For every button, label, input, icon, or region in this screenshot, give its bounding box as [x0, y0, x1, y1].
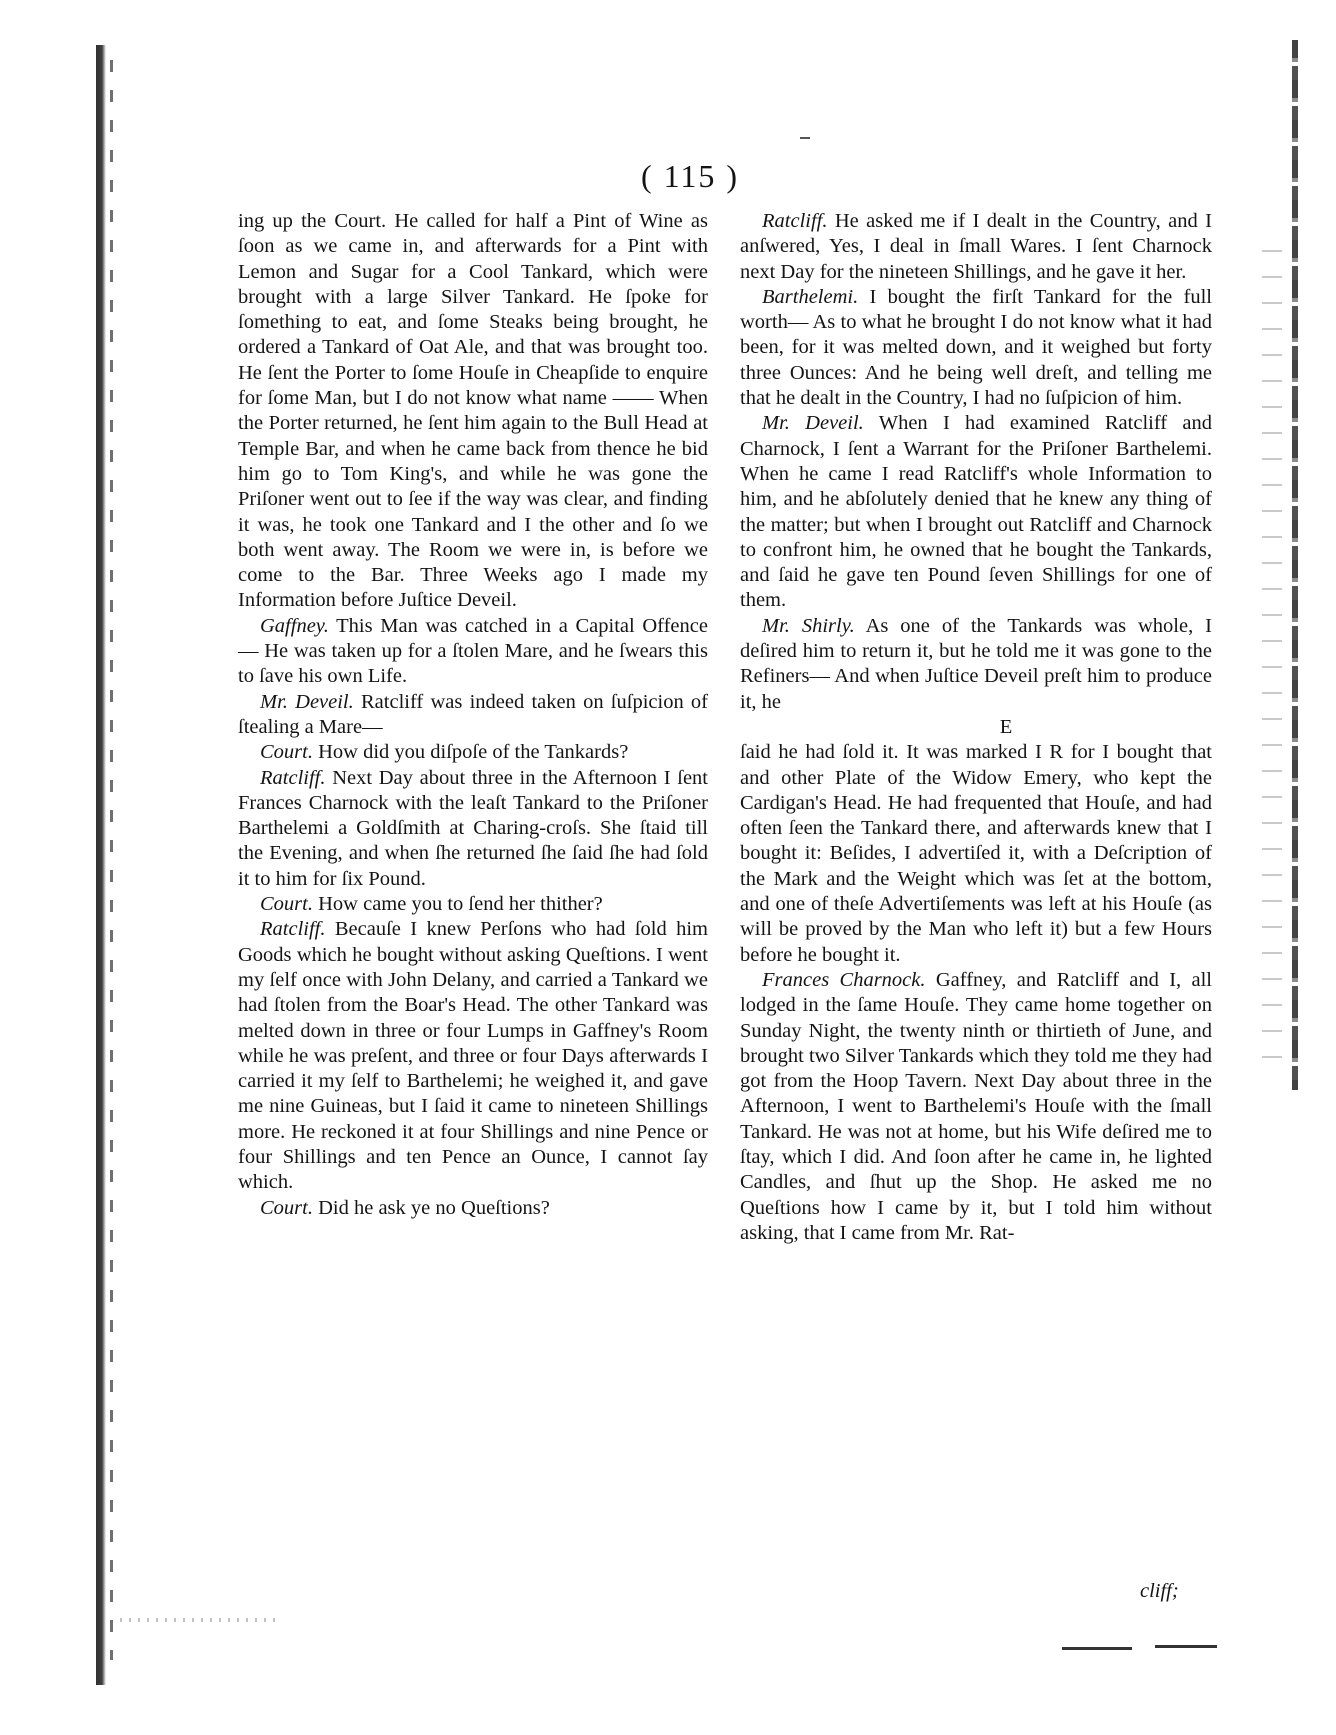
speaker-name: Mr. Deveil. [762, 412, 864, 435]
right-column [740, 209, 1212, 1246]
speaker-name: Mr. Deveil. [260, 690, 354, 713]
speaker-name: Mr. Shirly. [762, 614, 855, 637]
speaker-name: Court. [260, 741, 313, 764]
paragraph: Ratcliff. Becauſe I knew Perſons who had ſold him Goods which he bought without asking Queſtions. I went my ſelf once with John Delany, and carried a Tankard we had ſtolen from the Boar's Head. The other Tankard was melted down in three or four Lumps in Gaffney's Room while he was preſent, and three or four Days afterwards I carried it my ſelf to Barthelemi; he weighed it, and gave me nine Guineas, but I ſaid it came to nineteen Shillings more. He reckoned it at four Shillings and nine Pence or four Shillings and ten Pence an Ounce, I cannot ſay which. [238, 918, 708, 1194]
page-number: ( 115 ) [640, 158, 740, 194]
speaker-name: Ratcliff. [762, 210, 828, 232]
scan-bottom-dash [1062, 1647, 1132, 1650]
signature-mark: E [999, 715, 1013, 738]
paragraph: Court. How came you to ſend her thither? [260, 893, 603, 916]
scan-bottom-dash [1155, 1645, 1217, 1648]
scan-top-mark [800, 137, 810, 139]
paragraph: Gaffney. This Man was catched in a Capital Offence— He was taken up for a ſtolen Mare, and he ſwears this to ſave his own Life. [238, 614, 708, 688]
scan-bottom-dots [120, 1618, 280, 1622]
speaker-name: Gaffney. [260, 614, 329, 637]
speaker-name: Ratcliff. [260, 918, 326, 941]
paragraph: Frances Charnock. Gaffney, and Ratcliff and I, all lodged in the ſame Houſe. They came home together on Sunday Night, the twenty ninth or thirtieth of June, and brought two Silver Tankards which they told me they had got from the Hoop Tavern. Next Day about three in the Afternoon, I went to Barthelemi's Houſe with the ſmall Tankard. He was not at home, but his Wife deſired me to ſtay, which I did. And ſoon after he came in, he lighted Candles, and ſhut up the Shop. He asked me no Queſtions how I came by it, but I told him without asking, that I came from Mr. Rat- [740, 968, 1212, 1244]
speaker-name: Ratcliff. [260, 766, 326, 789]
speaker-name: Court. [260, 1196, 313, 1219]
paragraph: ing up the Court. He called for half a Pint of Wine as ſoon as we came in, and afterwards for a Pint with Lemon and Sugar for a Cool Tankard, which were brought with a large Silver Tankard. He ſpoke for ſomething to eat, and ſome Steaks being brought, he ordered a Tankard of Oat Ale, and that was brought too. He ſent the Porter to ſome Houſe in Cheapſide to enquire for ſome Man, but I do not know what name —— When the Porter returned, he ſent him again to the Bull Head at Temple Bar, and when he came back from thence he bid him go to Tom King's, and while he was gone the Priſoner went out to ſee if the way was clear, and finding it was, he took one Tankard and I the other and ſo we both went away. The Room we were in, is before we come to the Bar. Three Weeks ago I made my Information before Juſtice Deveil. [238, 210, 708, 612]
scan-edge-left-marks [110, 60, 113, 1660]
speaker-name: Barthelemi. [762, 285, 859, 308]
scan-edge-left [96, 45, 106, 1685]
paragraph: ſaid he had ſold it. It was marked I R for I bought that and other Plate of the Widow Emery, who kept the Cardigan's Head. He had frequented that Houſe, and had often ſeen the Tankard there, and afterwards knew that I bought it: Beſides, I advertiſed it, with a Deſcription of the Mark and the Weight which was ſet at the bottom, and one of theſe Advertiſements was left at his Houſe (as will be proved by the Man who left it) but a few Hours before he bought it. [740, 741, 1212, 966]
paragraph: Court. Did he ask ye no Queſtions? [260, 1196, 550, 1219]
scan-edge-right [1292, 40, 1298, 1090]
paragraph: Mr. Shirly. As one of the Tankards was whole, I deſired him to return it, but he told me it was gone to the Refiners— And when Juſtice Deveil preſt him to produce it, he [740, 614, 1212, 713]
speaker-name: Court. [260, 893, 313, 916]
paragraph: Ratcliff. Next Day about three in the Afternoon I ſent Frances Charnock with the leaſt Tankard to the Priſoner Barthelemi a Goldſmith at Charing-croſs. She ſtaid till the Evening, and when ſhe returned ſhe ſaid ſhe had ſold it to him for ſix Pound. [238, 766, 708, 890]
left-column [238, 209, 708, 1221]
catchword: cliff; [1140, 1580, 1179, 1602]
paragraph: Mr. Deveil. Ratcliff was indeed taken on ſuſpicion of ſtealing a Mare— [238, 690, 708, 738]
paragraph: Court. How did you diſpoſe of the Tankards? [260, 741, 629, 764]
paragraph: Mr. Deveil. When I had examined Ratcliff and Charnock, I ſent a Warrant for the Priſoner Barthelemi. When he came I read Ratcliff's whole Information to him, and he abſolutely denied that he knew any thing of the matter; but when I brought out Ratcliff and Charnock to confront him, he owned that he bought the Tankards, and ſaid he gave ten Pound ſeven Shillings for one of them. [740, 412, 1212, 612]
paragraph: Ratcliff. He asked me if I dealt in the Country, and I anſwered, Yes, I deal in ſmall Wares. I ſent Charnock next Day for the nineteen Shillings, and he gave it her. [740, 210, 1212, 283]
paragraph: Barthelemi. I bought the firſt Tankard for the full worth— As to what he brought I do not know what it had been, for it was melted down, and it weighed but forty three Ounces: And he being well dreſt, and telling me that he dealt in the Country, I had no ſuſpicion of him. [740, 285, 1213, 410]
speaker-name: Frances Charnock. [762, 968, 926, 991]
scan-edge-right-marks [1262, 250, 1282, 1070]
